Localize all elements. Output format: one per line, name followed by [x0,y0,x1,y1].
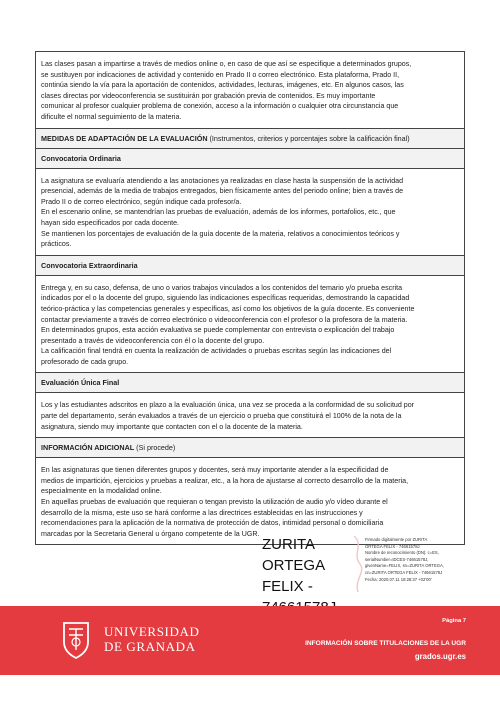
text-line: prácticos. [41,240,72,249]
text-line: hayan sido especificados por cada docente. [41,218,180,227]
text-line: dificulte el normal seguimiento de la materia. [41,112,182,121]
ordinaria-header [36,149,464,169]
unica-title: Evaluación Única Final [41,378,120,388]
signature-detail-line: ORTEGA FELIX - 74661578J [365,543,420,549]
logo-line-1: UNIVERSIDAD [104,624,200,639]
text-line: En determinados grupos, esta acción evaluativa se puede complementar con entrevista o explicación del trabajo [41,326,395,335]
digital-signature [262,534,462,602]
footer-url-link[interactable]: grados.ugr.es [414,652,466,661]
unica-header [36,373,464,393]
text-line: clases directas por videoconferencia se sustituirán por grabación previa de contenidos. Es muy importante [41,91,376,100]
text-line: profesorado de cada grupo. [41,357,129,366]
signature-detail-line: Firmado digitalmente por ZURITA [365,537,428,542]
intro-paragraph [36,52,464,129]
text-line: La calificación final tendrá en cuenta la realización de actividades o pruebas escritas según las indicaciones del [41,347,392,356]
text-line: recomendaciones para la aplicación de la normativa de protección de datos, intimidad personal o domiciliaria [41,519,384,528]
text-line: marcadas por la Secretaria General u órgano competente de la UGR. [41,529,260,538]
university-crest-icon [58,620,94,660]
text-line: Se mantienen los porcentajes de evaluación de la guía docente de la materia, relativos a conocimientos teóricos y [41,229,400,238]
text-line: En el escenario online, se mantendrían las pruebas de evaluación, además de los informes, portafolios, etc., que [41,208,396,217]
signature-details [365,537,465,583]
signer-name-line: ORTEGA FELIX - [262,557,325,595]
text-line: medios de impartición, ejercicios y pruebas a realizar, etc., a la hora de ajustarse al correcto desarrollo de la materia, [41,476,409,485]
text-line: presentado a través de videoconferencia con él o la docente del grupo. [41,336,265,345]
text-line: teórico-práctica y las competencias generales y específicas, así como los objetivos de la guía docente. Es conveniente [41,304,415,313]
ordinaria-title: Convocatoria Ordinaria [41,153,121,163]
text-line: La asignatura se evaluaría atendiendo a las anotaciones ya realizadas en clase hasta la suspensión de la actividad [41,176,404,185]
text-line: parte del departamento, serán evaluados a través de un ejercicio o prueba que constituirá el 100% de la nota de la [41,412,402,421]
ordinaria-paragraph [36,169,464,256]
signer-name-line: ZURITA [262,536,316,553]
adicional-header [36,438,464,458]
adicional-note: (Si procede) [136,443,176,453]
signature-detail-line: serialNumber=IDCES-74661578J, [365,556,429,562]
extraordinaria-paragraph [36,276,464,374]
text-line: contactar previamente a través de correo electrónico o videoconferencia con el profesor o la profesora de la materia. [41,315,408,324]
evaluation-table [35,51,465,545]
text-line: En las asignaturas que tienen diferentes grupos y docentes, será muy importante atender a la especificidad de [41,466,389,475]
text-line: comunicar al profesor cualquier problema de conexión, acceso a la información o cualquier otra circunstancia que [41,102,399,111]
adicional-title: INFORMACIÓN ADICIONAL [41,443,135,453]
signature-mark-icon [350,534,366,594]
footer-banner [0,606,500,675]
page-number: Página 7 [442,618,466,624]
text-line: se sustituyen por indicaciones de actividad y contenido en Prado II o correo electrónico. Esta plataforma, Prado II, [41,70,400,79]
text-line: Entrega y, en su caso, defensa, de uno o varios trabajos vinculados a los contenidos del temario y/o prueba escrita [41,283,403,292]
unica-paragraph [36,393,464,438]
text-line: Prado II o de correo electrónico, según indique cada profesor/a. [41,197,242,206]
signature-detail-line: Nombre de reconocimiento (DN): c=ES, [365,550,439,556]
text-line: Las clases pasan a impartirse a través de medios online o, en caso de que así se especifique a determinados grupos, [41,60,412,68]
signature-detail-line: Fecha: 2020.07.11 18:28:37 +02'00' [365,576,432,582]
text-line: Los y las estudiantes adscritos en plazo a la evaluación única, una vez se proceda a la conformidad de su solicitud por [41,401,415,410]
text-line: presencial, además de la media de trabajos entregados, bien físicamente antes del periodo online; bien a través de [41,187,404,196]
extraordinaria-header [36,256,464,276]
signature-detail-line: givenName=FELIX, sn=ZURITA ORTEGA, [365,563,444,569]
footer-title: INFORMACIÓN SOBRE TITULACIONES DE LA UGR [305,640,466,647]
university-logo [104,624,199,654]
text-line: especialmente en la modalidad online. [41,487,162,496]
text-line: asignatura, siendo muy importante que contacten con el o la docente de la materia. [41,422,303,431]
extraordinaria-title: Convocatoria Extraordinaria [41,260,138,270]
medidas-header [36,129,464,149]
text-line: indicados por el o la docente del grupo, siguiendo las indicaciones específicas requeridas, demostrando la capacidad [41,294,410,303]
text-line: desarrollo de la misma, este uso se hará conforme a las directrices establecidas en las instrucciones y [41,508,363,517]
medidas-title: MEDIDAS DE ADAPTACIÓN DE LA EVALUACIÓN [41,133,208,143]
adicional-paragraph [36,458,464,544]
text-line: En aquellas pruebas de evaluación que requieran o tengan previsto la utilización de audio y/o vídeo durante el [41,498,388,507]
text-line: continúa siendo la vía para la aportación de contenidos, actividades, lecturas, imágenes, etc. En algunos casos, las [41,81,404,90]
logo-line-2: DE GRANADA [104,639,196,654]
medidas-note: (Instrumentos, criterios y porcentajes sobre la calificación final) [209,133,410,143]
signature-detail-line: cn=ZURITA ORTEGA FELIX - 74661578J [365,569,443,575]
